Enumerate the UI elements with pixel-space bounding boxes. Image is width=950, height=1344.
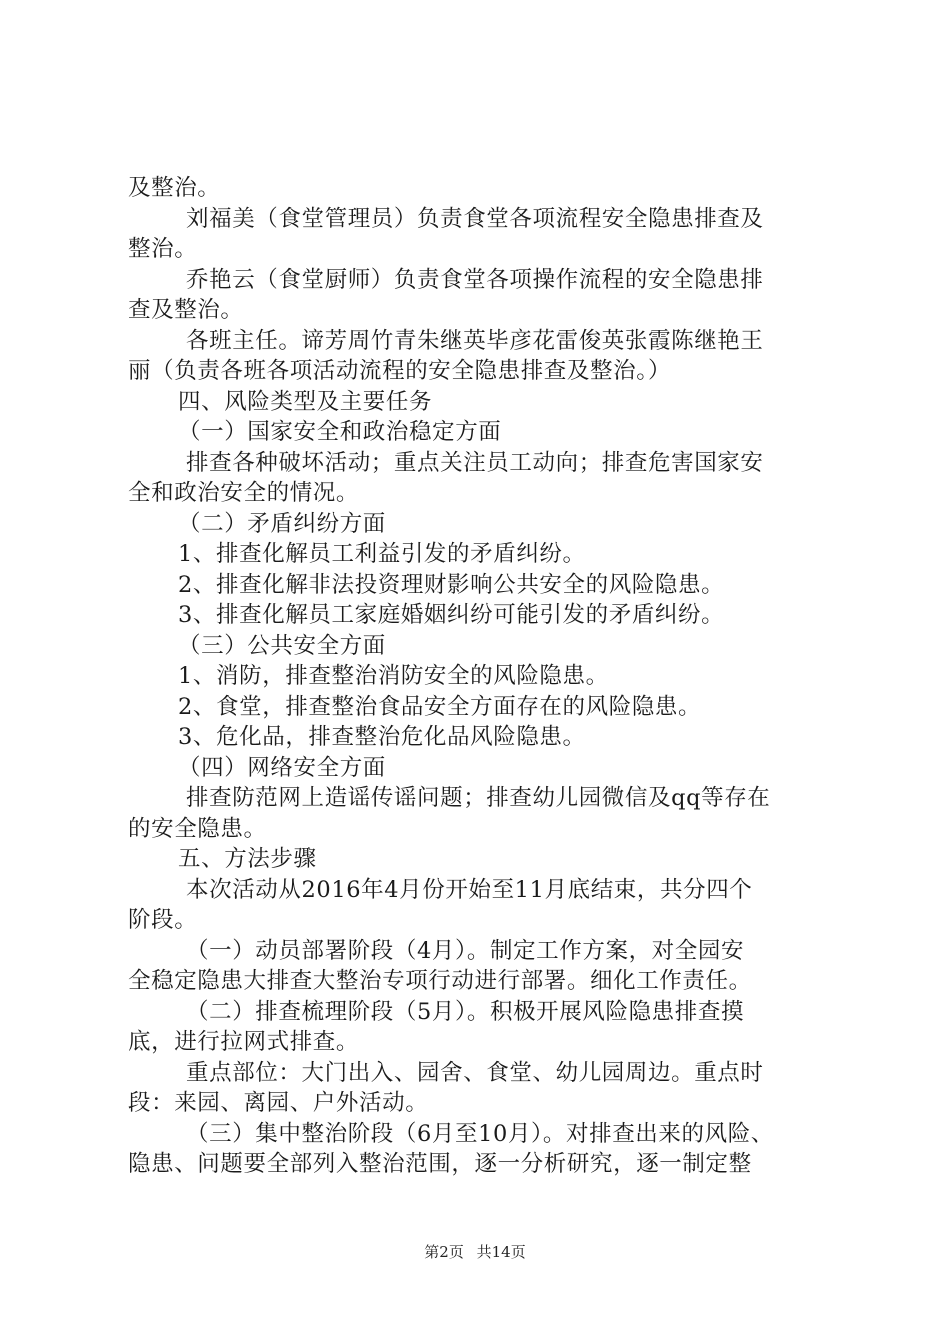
text-line: 1、消防，排查整治消防安全的风险隐患。 (178, 663, 609, 689)
page-number: 第2页 (424, 1243, 464, 1261)
text-line: 全稳定隐患大排查大整治专项行动进行部署。细化工作责任。 (128, 968, 752, 994)
text-line: （二）排查梳理阶段（5月）。积极开展风险隐患排查摸 (186, 998, 745, 1025)
page-footer (0, 1242, 950, 1262)
text-line: 丽（负责各班各项活动流程的安全隐患排查及整治。） (128, 358, 672, 384)
text-line: 全和政治安全的情况。 (128, 480, 360, 506)
text-line: 阶段。 (128, 907, 198, 933)
text-line: 刘福美（食堂管理员）负责食堂各项流程安全隐患排查及 (186, 205, 764, 232)
text-line: （三）集中整治阶段（6月至10月）。对排查出来的风险、 (186, 1120, 774, 1147)
text-line: （一）国家安全和政治稳定方面 (178, 419, 502, 445)
text-line: （三）公共安全方面 (178, 632, 386, 659)
text-line: 及整治。 (128, 175, 221, 201)
text-line: （二）矛盾纠纷方面 (178, 510, 386, 537)
text-line: 乔艳云（食堂厨师）负责食堂各项操作流程的安全隐患排 (186, 266, 764, 293)
text-line: 2、食堂，排查整治食品安全方面存在的风险隐患。 (178, 693, 702, 720)
text-line: 3、危化品，排查整治危化品风险隐患。 (178, 724, 586, 750)
text-line: 2、排查化解非法投资理财影响公共安全的风险隐患。 (178, 571, 725, 598)
text-line: （一）动员部署阶段（4月）。制定工作方案，对全园安 (186, 937, 745, 964)
text-line: 段：来园、离园、户外活动。 (128, 1090, 429, 1116)
text-line: 底，进行拉网式排查。 (128, 1029, 360, 1055)
text-line: 四、风险类型及主要任务 (178, 388, 433, 415)
text-line: 各班主任。谛芳周竹青朱继英毕彦花雷俊英张霞陈继艳王 (186, 327, 764, 354)
text-line: 整治。 (128, 236, 198, 262)
text-line: 1、排查化解员工利益引发的矛盾纠纷。 (178, 541, 586, 567)
text-line: 排查各种破坏活动；重点关注员工动向；排查危害国家安 (186, 449, 764, 476)
page-total: 共14页 (476, 1243, 526, 1261)
text-line: 查及整治。 (128, 297, 244, 323)
text-line: 的安全隐患。 (128, 815, 267, 842)
text-line: （四）网络安全方面 (178, 754, 386, 781)
text-line: 隐患、问题要全部列入整治范围，逐一分析研究，逐一制定整 (128, 1151, 752, 1177)
text-line: 排查防范网上造谣传谣问题；排查幼儿园微信及qq等存在 (186, 785, 771, 811)
document-body (128, 173, 828, 1180)
text-line: 3、排查化解员工家庭婚姻纠纷可能引发的矛盾纠纷。 (178, 602, 725, 628)
text-line: 五、方法步骤 (178, 846, 317, 872)
text-line: 本次活动从2016年4月份开始至11月底结束，共分四个 (186, 876, 753, 903)
text-line: 重点部位：大门出入、园舍、食堂、幼儿园周边。重点时 (186, 1059, 764, 1086)
